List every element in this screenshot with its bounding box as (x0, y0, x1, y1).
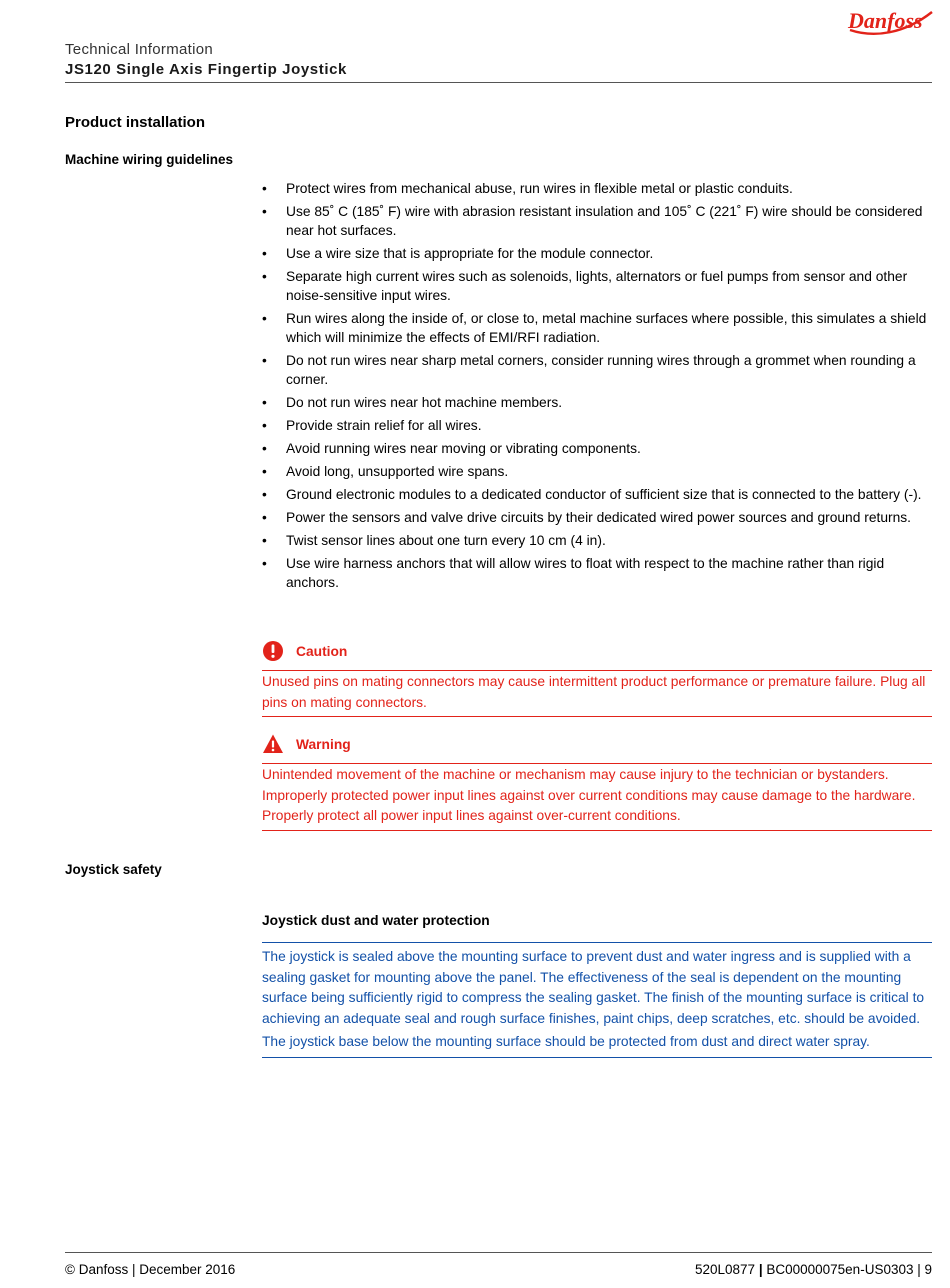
wiring-guideline-item: • Power the sensors and valve drive circuits by their dedicated wired power sources and ground returns. (262, 508, 932, 527)
dust-water-heading: Joystick dust and water protection (262, 913, 490, 928)
footer-doc-number (695, 1262, 932, 1277)
wiring-guideline-item: • Separate high current wires such as solenoids, lights, alternators or fuel pumps from sensor and other noise-sensitive input wires. (262, 267, 932, 305)
danfoss-logo (844, 4, 936, 42)
caution-label: Caution (296, 643, 348, 659)
warning-text: Unintended movement of the machine or mechanism may cause injury to the technician or bystanders. Improperly protected power input lines against over current conditions may cause damage to the hardware. Properly protect all power input lines against over-current conditions. (262, 767, 916, 823)
info-bottom-rule (262, 1057, 932, 1058)
wiring-guideline-item: • Do not run wires near sharp metal corners, consider running wires through a grommet when rounding a corner. (262, 351, 932, 389)
wiring-guideline-item: • Use 85˚ C (185˚ F) wire with abrasion resistant insulation and 105˚ C (221˚ F) wire should be considered near hot surfaces. (262, 202, 932, 240)
section-title: Product installation (65, 114, 206, 131)
wiring-guideline-item: • Protect wires from mechanical abuse, run wires in flexible metal or plastic conduits. (262, 179, 932, 198)
dust-water-paragraph-2: The joystick base below the mounting surface should be protected from dust and direct water spray. (262, 1034, 870, 1049)
footer-copyright: © Danfoss | December 2016 (65, 1262, 236, 1277)
wiring-guideline-item: • Do not run wires near hot machine members. (262, 393, 932, 412)
wiring-guideline-item: • Twist sensor lines about one turn every 10 cm (4 in). (262, 531, 932, 550)
wiring-guideline-item: • Avoid long, unsupported wire spans. (262, 462, 932, 481)
wiring-guideline-item: • Run wires along the inside of, or close to, metal machine surfaces where possible, this simulates a shield which will minimize the effects of EMI/RFI radiation. (262, 309, 932, 347)
dust-water-info-box (262, 942, 932, 1058)
footer-divider (65, 1252, 932, 1253)
wiring-guidelines-list (262, 179, 932, 596)
caution-notice (262, 640, 932, 717)
footer-separator: | (758, 1262, 763, 1277)
footer-part-number: 520L0877 (694, 1262, 756, 1277)
wiring-guideline-item: • Use wire harness anchors that will allow wires to float with respect to the machine rather than rigid anchors. (262, 554, 932, 592)
doc-type: Technical Information (65, 41, 214, 58)
wiring-guideline-item: • Use a wire size that is appropriate for the module connector. (262, 244, 932, 263)
footer-doc-code-page: BC00000075en-US0303 | 9 (766, 1262, 932, 1277)
warning-label: Warning (296, 736, 351, 752)
doc-title: JS120 Single Axis Fingertip Joystick (65, 61, 347, 78)
warning-notice (262, 733, 932, 831)
wiring-guideline-item: • Ground electronic modules to a dedicated conductor of sufficient size that is connected to the battery (-). (262, 485, 932, 504)
logo-wordmark: Danfoss (848, 8, 923, 33)
caution-text: Unused pins on mating connectors may cause intermittent product performance or premature failure. Plug all pins on mating connectors. (262, 674, 926, 710)
warning-bottom-rule (262, 830, 932, 831)
wiring-guideline-item: • Provide strain relief for all wires. (262, 416, 932, 435)
dust-water-paragraph-1: The joystick is sealed above the mounting surface to prevent dust and water ingress and is supplied with a sealing gasket for mounting above the panel. The effectiveness of the seal is dependent on the mounting surface being sufficiently rigid to compress the sealing gasket. The finish of the mounting surface is critical to achieving an adequate seal and rough surface finishes, paint chips, deep scratches, etc. should be avoided. (262, 949, 925, 1026)
exclamation-circle-icon (262, 640, 284, 662)
warning-triangle-icon (262, 733, 284, 755)
header-divider (65, 82, 932, 83)
caution-bottom-rule (262, 716, 932, 717)
wiring-guideline-item: • Avoid running wires near moving or vibrating components. (262, 439, 932, 458)
wiring-heading: Machine wiring guidelines (65, 152, 234, 167)
safety-heading: Joystick safety (65, 862, 162, 877)
